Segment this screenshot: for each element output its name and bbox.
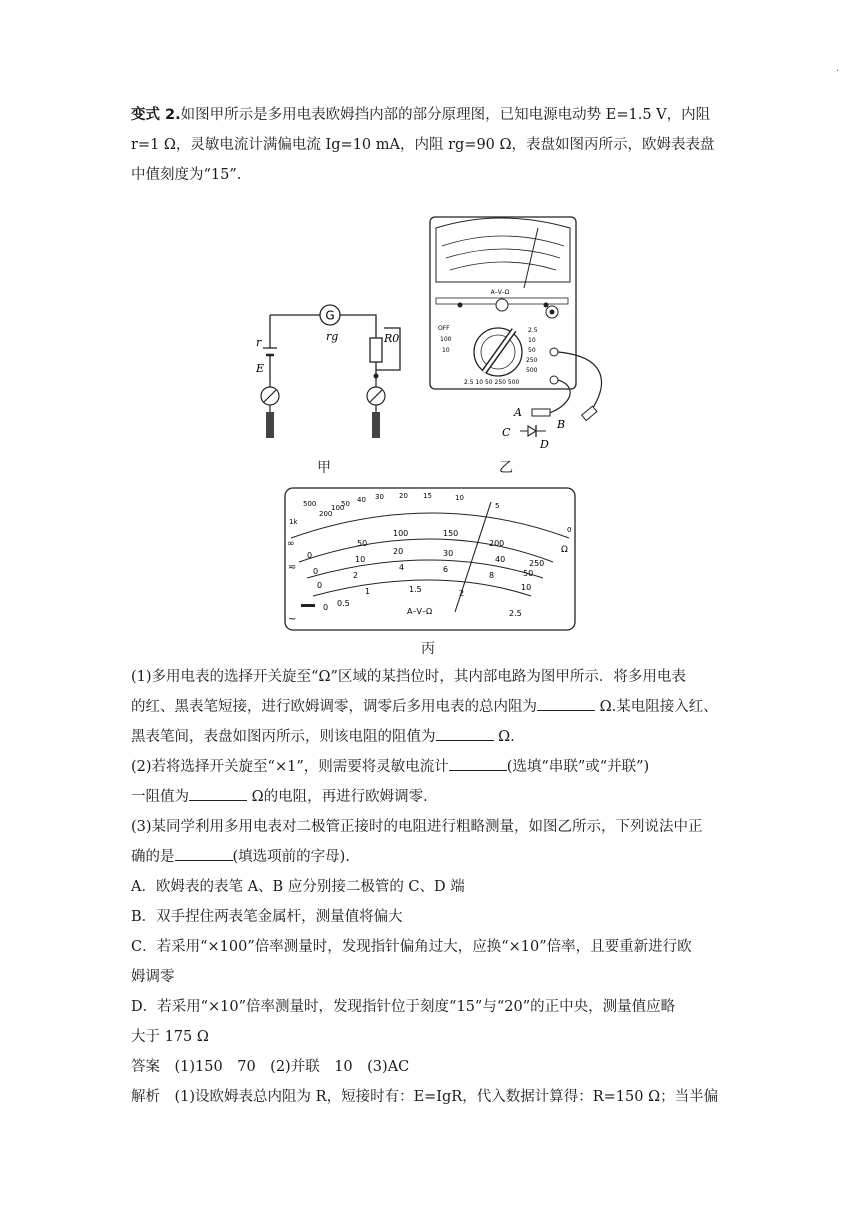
switch-label-250: 250 bbox=[526, 357, 538, 364]
e-label: E bbox=[256, 362, 265, 375]
switch-label-off: OFF bbox=[438, 325, 450, 332]
dc2-scale-50: 50 bbox=[523, 569, 534, 578]
low-scale-2: 2 bbox=[459, 589, 465, 598]
diode-c-label: C bbox=[502, 426, 511, 439]
probe-b-label: B bbox=[557, 418, 566, 431]
r0-label: R0 bbox=[384, 332, 400, 345]
dc-scale-50: 50 bbox=[357, 539, 368, 548]
dc-mark: ≂ bbox=[288, 562, 297, 573]
ohm-scale-20: 20 bbox=[399, 492, 408, 500]
ohm-scale-500: 500 bbox=[303, 500, 317, 508]
dc2-scale-20: 20 bbox=[393, 547, 404, 556]
ohm-scale-50: 50 bbox=[341, 500, 350, 508]
dc-scale-100: 100 bbox=[393, 529, 409, 538]
dc-scale-200: 200 bbox=[489, 539, 505, 548]
q2-line1-b: (选填“串联”或“并联”) bbox=[506, 759, 650, 775]
dial-avo-label: A–V–Ω bbox=[407, 607, 433, 616]
low-scale-0-5: 0.5 bbox=[337, 599, 350, 608]
circuit-diagram-jia bbox=[250, 300, 420, 450]
galvanometer-label: G bbox=[325, 308, 335, 323]
ac-scale-2: 2 bbox=[353, 571, 359, 580]
answer-blank-1[interactable] bbox=[537, 696, 595, 711]
ohm-scale-15: 15 bbox=[423, 492, 432, 500]
meter-dial-bing bbox=[283, 486, 577, 632]
multimeter-yi bbox=[420, 212, 620, 457]
ohm-scale-5: 5 bbox=[495, 502, 500, 510]
q1-line3-a: 黑表笔间，表盘如图丙所示，则该电阻的阻值为 bbox=[131, 729, 436, 745]
dc-scale-0: 0 bbox=[307, 551, 313, 560]
q1-line2-a: 的红、黑表笔短接，进行欧姆调零，调零后多用电表的总内阻为 bbox=[131, 699, 537, 715]
switch-label-50: 50 bbox=[528, 347, 536, 354]
rg-label: rg bbox=[326, 330, 339, 343]
q1-line2-b: Ω.某电阻接入红、 bbox=[595, 699, 718, 715]
low-scale-2-5: 2.5 bbox=[509, 609, 522, 618]
switch-label-10: 10 bbox=[442, 347, 450, 354]
caption-jia: 甲 bbox=[317, 460, 331, 476]
ac-scale-6: 6 bbox=[443, 565, 449, 574]
switch-label-500: 500 bbox=[526, 367, 538, 374]
omega-symbol: Ω bbox=[561, 545, 568, 555]
dc-scale-250: 250 bbox=[529, 559, 545, 568]
problem-label: 变式 2. bbox=[131, 107, 181, 123]
ohm-scale-1k: 1k bbox=[289, 518, 298, 526]
option-c-line2: 姆调零 bbox=[131, 969, 175, 985]
option-a: A．欧姆表的表笔 A、B 应分别接二极管的 C、D 端 bbox=[131, 879, 465, 895]
problem-intro-line1: 如图甲所示是多用电表欧姆挡内部的部分原理图，已知电源电动势 E=1.5 V，内阻 bbox=[180, 107, 711, 123]
problem-intro-line2: r=1 Ω，灵敏电流计满偏电流 Ig=10 mA，内阻 rg=90 Ω，表盘如图丙所示，欧姆表表盘 bbox=[131, 137, 715, 153]
ohm-scale-10: 10 bbox=[455, 494, 464, 502]
ac-scale-8: 8 bbox=[489, 571, 495, 580]
dc2-scale-30: 30 bbox=[443, 549, 454, 558]
probe-a-label: A bbox=[514, 406, 522, 419]
answer-blank-2[interactable] bbox=[436, 726, 494, 741]
questions-block bbox=[131, 662, 735, 1112]
q1-line1: (1)多用电表的选择开关旋至“Ω”区域的某挡位时，其内部电路为图甲所示．将多用电表 bbox=[131, 669, 686, 685]
q3-line2-b: (填选项前的字母). bbox=[232, 849, 350, 865]
low-scale-1-5: 1.5 bbox=[409, 585, 422, 594]
q2-line2-b: Ω的电阻，再进行欧姆调零. bbox=[247, 789, 428, 805]
ohm-scale-30: 30 bbox=[375, 493, 384, 501]
ac-mark: ~ bbox=[288, 614, 297, 625]
ohm-scale-0: 0 bbox=[567, 526, 572, 534]
dc2-scale-0: 0 bbox=[313, 567, 319, 576]
page-mark: · bbox=[836, 66, 840, 77]
caption-yi: 乙 bbox=[499, 460, 513, 476]
option-c-line1: C．若采用“×100”倍率测量时，发现指针偏角过大，应换“×10”倍率，且要重新进行欧 bbox=[131, 939, 692, 955]
ohm-scale-200: 200 bbox=[319, 510, 333, 518]
ohm-scale-infinity: ∞ bbox=[287, 539, 295, 549]
answer-blank-5[interactable] bbox=[175, 846, 233, 861]
low-scale-1: 1 bbox=[365, 587, 371, 596]
dc-scale-150: 150 bbox=[443, 529, 459, 538]
q2-line2-a: 一阻值为 bbox=[131, 789, 189, 805]
switch-label-10b: 10 bbox=[528, 337, 536, 344]
problem-statement bbox=[131, 100, 735, 190]
dc2-scale-40: 40 bbox=[495, 555, 506, 564]
caption-bing: 丙 bbox=[421, 641, 435, 657]
meter-avo-label: A–V–Ω bbox=[490, 289, 510, 296]
answer-line: 答案 (1)150 70 (2)并联 10 (3)AC bbox=[131, 1059, 410, 1075]
ohm-scale-40: 40 bbox=[357, 496, 366, 504]
ac-scale-4: 4 bbox=[399, 563, 405, 572]
low-scale-0: 0 bbox=[323, 603, 329, 612]
answer-blank-4[interactable] bbox=[189, 786, 247, 801]
q3-line1: (3)某同学利用多用电表对二极管正接时的电阻进行粗略测量，如图乙所示，下列说法中正 bbox=[131, 819, 703, 835]
q3-line2-a: 确的是 bbox=[131, 849, 175, 865]
option-d-line2: 大于 175 Ω bbox=[131, 1029, 209, 1045]
ac-scale-0: 0 bbox=[317, 581, 323, 590]
meter-bottom-labels: 2.5 10 50 250 500 bbox=[464, 379, 520, 386]
q1-line3-b: Ω. bbox=[493, 729, 515, 745]
diode-d-label: D bbox=[540, 438, 549, 451]
q2-line1-a: (2)若将选择开关旋至“×1”，则需要将灵敏电流计 bbox=[131, 759, 449, 775]
ac-scale-10: 10 bbox=[521, 583, 532, 592]
dc2-scale-10: 10 bbox=[355, 555, 366, 564]
answer-blank-3[interactable] bbox=[449, 756, 507, 771]
problem-intro-line3: 中值刻度为“15”. bbox=[131, 167, 242, 183]
ohm-scale-100: 100 bbox=[331, 504, 345, 512]
r-label: r bbox=[256, 336, 262, 349]
option-b: B．双手捏住两表笔金属杆，测量值将偏大 bbox=[131, 909, 403, 925]
option-d-line1: D．若采用“×10”倍率测量时，发现指针位于刻度“15”与“20”的正中央，测量值应略 bbox=[131, 999, 676, 1015]
analysis-line: 解析 (1)设欧姆表总内阻为 R，短接时有：E=IgR，代入数据计算得：R=150 Ω；当半偏 bbox=[131, 1089, 719, 1105]
switch-label-2-5: 2.5 bbox=[528, 327, 538, 334]
switch-label-100: 100 bbox=[440, 336, 452, 343]
